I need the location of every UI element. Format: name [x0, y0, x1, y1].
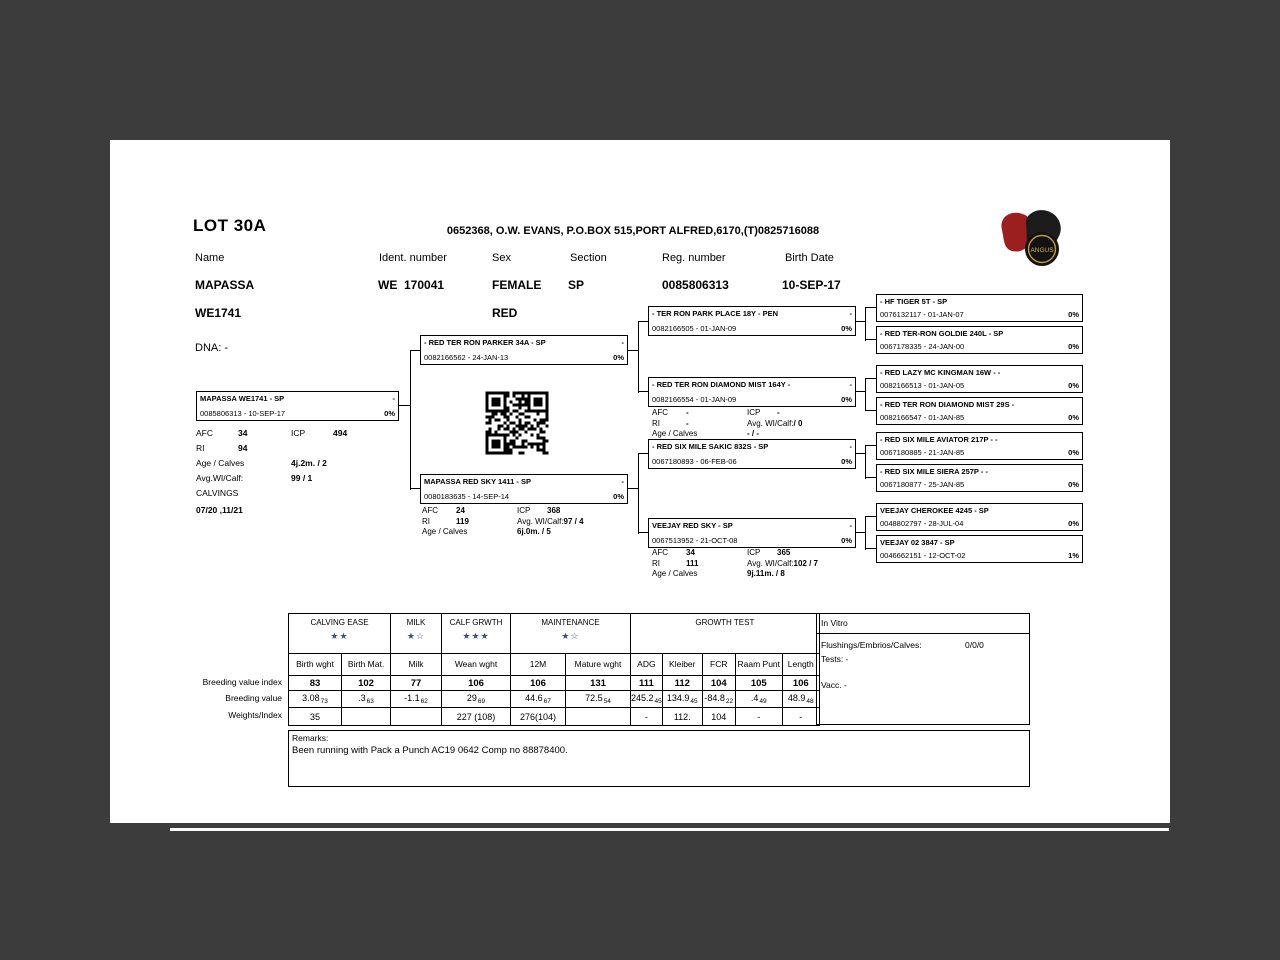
- pedigree-connector-line: [638, 532, 648, 533]
- star-rating: ★☆: [406, 631, 426, 641]
- animal-reg-date: 0080183635 - 14-SEP-14: [424, 492, 510, 501]
- section-label: Section: [570, 252, 607, 264]
- index-cell: 106: [511, 676, 566, 691]
- pedigree-box-dam: [420, 474, 628, 504]
- animal-name: VEEJAY 02 3847 - SP: [880, 538, 955, 547]
- ident-number-value: WE 170041: [378, 278, 445, 292]
- calvings-value: 07/20 ,11/21: [196, 505, 243, 515]
- col-fcr: FCR: [702, 654, 735, 676]
- pedigree-box-ggp-5: [876, 432, 1083, 460]
- afc-value: -: [686, 408, 689, 417]
- weight-cell: -: [735, 708, 782, 726]
- value: -84.8: [704, 693, 725, 703]
- avg-wi-calf-value: 102 / 7: [793, 558, 818, 568]
- icp-label: ICP: [747, 408, 761, 417]
- age-calves-label: Age / Calves: [422, 527, 468, 536]
- birth-date-label: Birth Date: [785, 252, 834, 264]
- inbreeding-pct: 0%: [384, 409, 395, 418]
- avg-wi-calf-label: Avg. WI/Calf:: [747, 558, 794, 568]
- value: 72.5: [585, 693, 603, 703]
- angus-logo: [998, 206, 1064, 273]
- star-rating: ★★★: [462, 631, 490, 641]
- value: 48.9: [787, 693, 806, 703]
- col-birth-mat: Birth Mat.: [342, 654, 391, 676]
- col-birth-wght: Birth wght: [289, 654, 342, 676]
- afc-value: 24: [456, 506, 465, 515]
- weight-cell: 112.: [662, 708, 702, 726]
- weights-index-row: [289, 708, 820, 726]
- weight-cell: 104: [702, 708, 735, 726]
- weight-cell: [391, 708, 442, 726]
- pedigree-connector-line: [638, 321, 648, 322]
- pedigree-connector-line: [865, 445, 866, 479]
- pedigree-connector-line: [410, 488, 420, 489]
- top-right-dash: -: [849, 521, 852, 530]
- pedigree-connector-line: [865, 548, 876, 549]
- index-cell: 111: [631, 676, 663, 691]
- animal-name: - RED TER-RON GOLDIE 240L - SP: [880, 329, 1004, 338]
- group-maintenance: [511, 614, 631, 654]
- animal-reg-date: 0082166554 - 01-JAN-09: [652, 395, 737, 404]
- dam-performance-stats: [422, 506, 584, 538]
- afc-value: 34: [686, 548, 695, 557]
- value: -1.1: [404, 693, 420, 703]
- breeding-values-table: [288, 613, 820, 726]
- animal-reg-date: 0048802797 - 28-JUL-04: [880, 519, 964, 528]
- value-cell: [342, 691, 391, 708]
- group-label: CALF GRWTH: [449, 618, 503, 627]
- accuracy: 73: [320, 698, 328, 705]
- pedigree-connector-line: [638, 321, 639, 393]
- pedigree-connector-line: [410, 350, 420, 351]
- afc-label: AFC: [422, 506, 438, 515]
- row-label-weights-index: Weights/Index: [228, 710, 282, 720]
- inbreeding-pct: 0%: [1068, 519, 1079, 528]
- value: 245.2: [631, 693, 654, 703]
- accuracy: 49: [759, 698, 767, 705]
- afc-value: 34: [238, 428, 248, 438]
- granddam-veejay-stats: [652, 548, 818, 580]
- lot-number: LOT 30A: [193, 216, 267, 235]
- value: .3: [358, 693, 366, 703]
- ri-value: -: [686, 418, 689, 428]
- pedigree-connector-line: [865, 307, 876, 308]
- remarks-title: Remarks:: [292, 733, 329, 743]
- icp-label: ICP: [291, 428, 306, 438]
- col-adg: ADG: [631, 654, 663, 676]
- pedigree-connector-line: [638, 453, 639, 534]
- accuracy: 22: [725, 698, 734, 705]
- col-wean-wght: Wean wght: [442, 654, 511, 676]
- inbreeding-pct: 0%: [841, 536, 852, 545]
- tests-line: Tests: -: [821, 654, 849, 664]
- breeding-value-index-row: [289, 676, 820, 691]
- inbreeding-pct: 0%: [1068, 480, 1079, 489]
- avg-wi-calf-label: Avg.WI/Calf:: [196, 473, 244, 483]
- accuracy: 54: [603, 698, 611, 705]
- ident-number-label: Ident. number: [379, 252, 447, 264]
- value-cell: [782, 691, 819, 708]
- value-cell: [511, 691, 566, 708]
- top-right-dash: -: [392, 394, 395, 403]
- flushings-label: Flushings/Embrios/Calves:: [821, 640, 922, 650]
- flushings-value: 0/0/0: [965, 640, 984, 650]
- pedigree-box-gp-sire-dam: [648, 377, 856, 407]
- star-rating: ★★: [330, 631, 349, 641]
- afc-label: AFC: [196, 428, 213, 438]
- pedigree-box-ggp-4: [876, 397, 1083, 425]
- pedigree-connector-line: [865, 516, 866, 550]
- animal-reg-date: 0067180893 - 06-FEB-06: [652, 457, 737, 466]
- breeding-value-row: [289, 691, 820, 708]
- avg-wi-calf-value: 99 / 1: [291, 473, 313, 483]
- pedigree-connector-line: [865, 477, 876, 478]
- age-calves-label: Age / Calves: [196, 458, 245, 468]
- group-label: MILK: [406, 618, 426, 627]
- sex-value: FEMALE: [492, 278, 542, 292]
- animal-reg-date: 0076132117 - 01-JAN-07: [880, 310, 964, 319]
- pedigree-connector-line: [865, 445, 876, 446]
- group-calving-ease: [289, 614, 391, 654]
- ri-label: RI: [652, 418, 660, 428]
- pedigree-connector-line: [865, 339, 876, 340]
- index-cell: 104: [702, 676, 735, 691]
- pedigree-connector-line: [865, 378, 866, 411]
- value: 134.9: [666, 693, 690, 703]
- divider: [817, 633, 1029, 634]
- col-12m: 12M: [511, 654, 566, 676]
- pedigree-connector-line: [638, 453, 648, 454]
- reg-number-label: Reg. number: [662, 252, 726, 264]
- accuracy: 63: [366, 698, 374, 705]
- value: 44.6: [525, 693, 543, 703]
- age-calves-label: Age / Calves: [652, 569, 698, 578]
- qr-code: [484, 390, 550, 456]
- pedigree-connector-line: [865, 516, 876, 517]
- icp-value: 368: [547, 506, 561, 515]
- inbreeding-pct: 0%: [613, 353, 624, 362]
- row-label-breeding-value: Breeding value: [225, 693, 282, 703]
- afc-label: AFC: [652, 548, 668, 557]
- pedigree-box-sire: [420, 335, 628, 365]
- age-calves-label: Age / Calves: [652, 429, 698, 438]
- color-value: RED: [492, 306, 518, 320]
- inbreeding-pct: 0%: [841, 324, 852, 333]
- value-cell: [631, 691, 663, 708]
- logo-text: ANGUS: [1030, 247, 1054, 254]
- index-cell: 83: [289, 676, 342, 691]
- value: 29: [466, 693, 477, 703]
- star-rating: ★☆: [561, 631, 580, 641]
- pedigree-connector-line: [865, 307, 866, 341]
- animal-reg-date: 0067513952 - 21-OCT-08: [652, 536, 738, 545]
- pedigree-box-animal: [196, 391, 399, 421]
- pedigree-box-ggp-3: [876, 365, 1083, 393]
- birth-date-value: 10-SEP-17: [782, 278, 841, 292]
- accuracy: 45: [690, 698, 698, 705]
- group-header-row: [289, 614, 820, 654]
- age-calves-value: 9j.11m. / 8: [747, 569, 785, 578]
- value-cell: [442, 691, 511, 708]
- dna-line: DNA: -: [195, 342, 228, 354]
- pedigree-connector-line: [638, 391, 648, 392]
- remarks-text: Been running with Pack a Punch AC19 0642 Comp no 88878400.: [292, 745, 568, 756]
- value-cell: [289, 691, 342, 708]
- weight-cell: [342, 708, 391, 726]
- animal-tag-value: WE1741: [195, 306, 242, 320]
- catalog-page: [110, 140, 1170, 823]
- weight-cell: [566, 708, 631, 726]
- weight-cell: 35: [289, 708, 342, 726]
- animal-name: VEEJAY RED SKY - SP: [652, 521, 733, 530]
- animal-name: MAPASSA WE1741 - SP: [200, 394, 285, 403]
- age-calves-value: 4j.2m. / 2: [291, 458, 327, 468]
- pedigree-connector-line: [865, 378, 876, 379]
- animal-name: - RED TER RON PARKER 34A - SP: [424, 338, 546, 347]
- animal-name: MAPASSA RED SKY 1411 - SP: [424, 477, 531, 486]
- animal-performance-stats: [196, 428, 347, 520]
- section-value: SP: [568, 278, 585, 292]
- age-calves-value: 6j.0m. / 5: [517, 527, 551, 536]
- inbreeding-pct: 0%: [841, 395, 852, 404]
- inbreeding-pct: 0%: [841, 457, 852, 466]
- avg-wi-calf-label: Avg. WI/Calf:: [747, 418, 794, 428]
- animal-reg-date: 0082166547 - 01-JAN-85: [880, 413, 965, 422]
- weight-cell: 227 (108): [442, 708, 511, 726]
- animal-reg-date: 0082166513 - 01-JAN-05: [880, 381, 965, 390]
- ri-label: RI: [196, 443, 205, 453]
- animal-name: - RED SIX MILE AVIATOR 217P - -: [880, 435, 998, 444]
- pedigree-box-ggp-8: [876, 535, 1083, 563]
- pedigree-box-ggp-6: [876, 464, 1083, 492]
- col-mature-wght: Mature wght: [566, 654, 631, 676]
- inbreeding-pct: 0%: [1068, 310, 1079, 319]
- animal-reg-date: 0085806313 - 10-SEP-17: [200, 409, 286, 418]
- ri-label: RI: [422, 516, 430, 526]
- top-right-dash: -: [849, 380, 852, 389]
- top-right-dash: -: [621, 338, 624, 347]
- animal-name: - RED SIX MILE SAKIC 832S - SP: [652, 442, 769, 451]
- row-label-breeding-value-index: Breeding value index: [202, 677, 282, 687]
- animal-name: - RED LAZY MC KINGMAN 16W - -: [880, 368, 1001, 377]
- reg-number-value: 0085806313: [662, 278, 729, 292]
- column-header-row: [289, 654, 820, 676]
- group-label: GROWTH TEST: [695, 618, 755, 627]
- value: .4: [750, 693, 759, 703]
- animal-name: VEEJAY CHEROKEE 4245 - SP: [880, 506, 989, 515]
- ri-value: 111: [686, 558, 699, 568]
- group-growth-test: [631, 614, 820, 654]
- pedigree-box-gp-sire-sire: [648, 306, 856, 336]
- accuracy: 45: [654, 698, 662, 705]
- animal-name: - HF TIGER 5T - SP: [880, 297, 948, 306]
- calvings-label: CALVINGS: [196, 488, 239, 498]
- avg-wi-calf-label: Avg. WI/Calf:: [517, 516, 564, 526]
- afc-label: AFC: [652, 408, 668, 417]
- animal-name: - RED TER RON DIAMOND MIST 29S -: [880, 400, 1015, 409]
- animal-reg-date: 0067180877 - 25-JAN-85: [880, 480, 965, 489]
- value-cell: [566, 691, 631, 708]
- index-cell: 112: [662, 676, 702, 691]
- icp-value: 365: [777, 548, 791, 557]
- group-label: MAINTENANCE: [541, 618, 600, 627]
- pedigree-connector-line: [410, 350, 411, 490]
- index-cell: 77: [391, 676, 442, 691]
- page-bottom-strip: [170, 828, 1169, 831]
- inbreeding-pct: 0%: [1068, 413, 1079, 422]
- pedigree-connector-line: [865, 410, 876, 411]
- group-milk: [391, 614, 442, 654]
- top-right-dash: -: [849, 442, 852, 451]
- weight-cell: -: [782, 708, 819, 726]
- age-calves-value: - / -: [747, 429, 759, 438]
- value: 3.08: [302, 693, 320, 703]
- animal-name-value: MAPASSA: [195, 278, 255, 292]
- weight-cell: 276(104): [511, 708, 566, 726]
- owner-contact-line: 0652368, O.W. EVANS, P.O.BOX 515,PORT ALFRED,6170,(T)0825716088: [446, 225, 820, 237]
- in-vitro-title: In Vitro: [821, 618, 848, 628]
- animal-name: - RED TER RON DIAMOND MIST 164Y -: [652, 380, 791, 389]
- animal-reg-date: 0082166562 - 24-JAN-13: [424, 353, 509, 362]
- avg-wi-calf-value: 97 / 4: [563, 516, 584, 526]
- animal-reg-date: 0067180885 - 21-JAN-85: [880, 448, 965, 457]
- inbreeding-pct: 0%: [613, 492, 624, 501]
- animal-reg-date: 0046662151 - 12-OCT-02: [880, 551, 966, 560]
- value-cell: [391, 691, 442, 708]
- inbreeding-pct: 0%: [1068, 381, 1079, 390]
- group-label: CALVING EASE: [310, 618, 369, 627]
- pedigree-box-gp-dam-dam: [648, 518, 856, 548]
- accuracy: 69: [477, 698, 486, 705]
- value-cell: [735, 691, 782, 708]
- accuracy: 62: [420, 698, 428, 705]
- top-right-dash: -: [621, 477, 624, 486]
- icp-label: ICP: [747, 548, 761, 557]
- weight-cell: -: [631, 708, 663, 726]
- avg-wi-calf-value: / 0: [793, 418, 803, 428]
- ri-value: 94: [238, 443, 248, 453]
- value-cell: [702, 691, 735, 708]
- inbreeding-pct: 0%: [1068, 342, 1079, 351]
- pedigree-box-ggp-1: [876, 294, 1083, 322]
- icp-value: -: [777, 408, 780, 417]
- animal-name: - RED SIX MILE SIERA 257P - -: [880, 467, 988, 476]
- icp-value: 494: [333, 428, 348, 438]
- col-length: Length: [782, 654, 819, 676]
- index-cell: 102: [342, 676, 391, 691]
- ri-value: 119: [456, 516, 469, 526]
- vacc-line: Vacc. -: [821, 680, 847, 690]
- name-label: Name: [195, 252, 225, 264]
- index-cell: 106: [442, 676, 511, 691]
- group-calf-growth: [442, 614, 511, 654]
- index-cell: 105: [735, 676, 782, 691]
- remarks-box: [288, 730, 1030, 787]
- inbreeding-pct: 0%: [1068, 448, 1079, 457]
- inbreeding-pct: 1%: [1068, 551, 1079, 560]
- top-right-dash: -: [849, 309, 852, 318]
- col-kleiber: Kleiber: [662, 654, 702, 676]
- value-cell: [662, 691, 702, 708]
- pedigree-box-gp-dam-sire: [648, 439, 856, 469]
- animal-name: - TER RON PARK PLACE 18Y - PEN: [652, 309, 778, 318]
- animal-reg-date: 0067178335 - 24-JAN-00: [880, 342, 965, 351]
- col-milk: Milk: [391, 654, 442, 676]
- accuracy: 48: [806, 698, 814, 705]
- ri-label: RI: [652, 558, 660, 568]
- index-cell: 131: [566, 676, 631, 691]
- granddam-mist-stats: [652, 408, 802, 440]
- pedigree-box-ggp-2: [876, 326, 1083, 354]
- animal-reg-date: 0082166505 - 01-JAN-09: [652, 324, 737, 333]
- icp-label: ICP: [517, 506, 531, 515]
- sex-label: Sex: [492, 252, 511, 264]
- col-raam-punt: Raam Punt: [735, 654, 782, 676]
- accuracy: 67: [543, 698, 551, 705]
- pedigree-box-ggp-7: [876, 503, 1083, 531]
- index-cell: 106: [782, 676, 819, 691]
- in-vitro-panel: [816, 613, 1030, 725]
